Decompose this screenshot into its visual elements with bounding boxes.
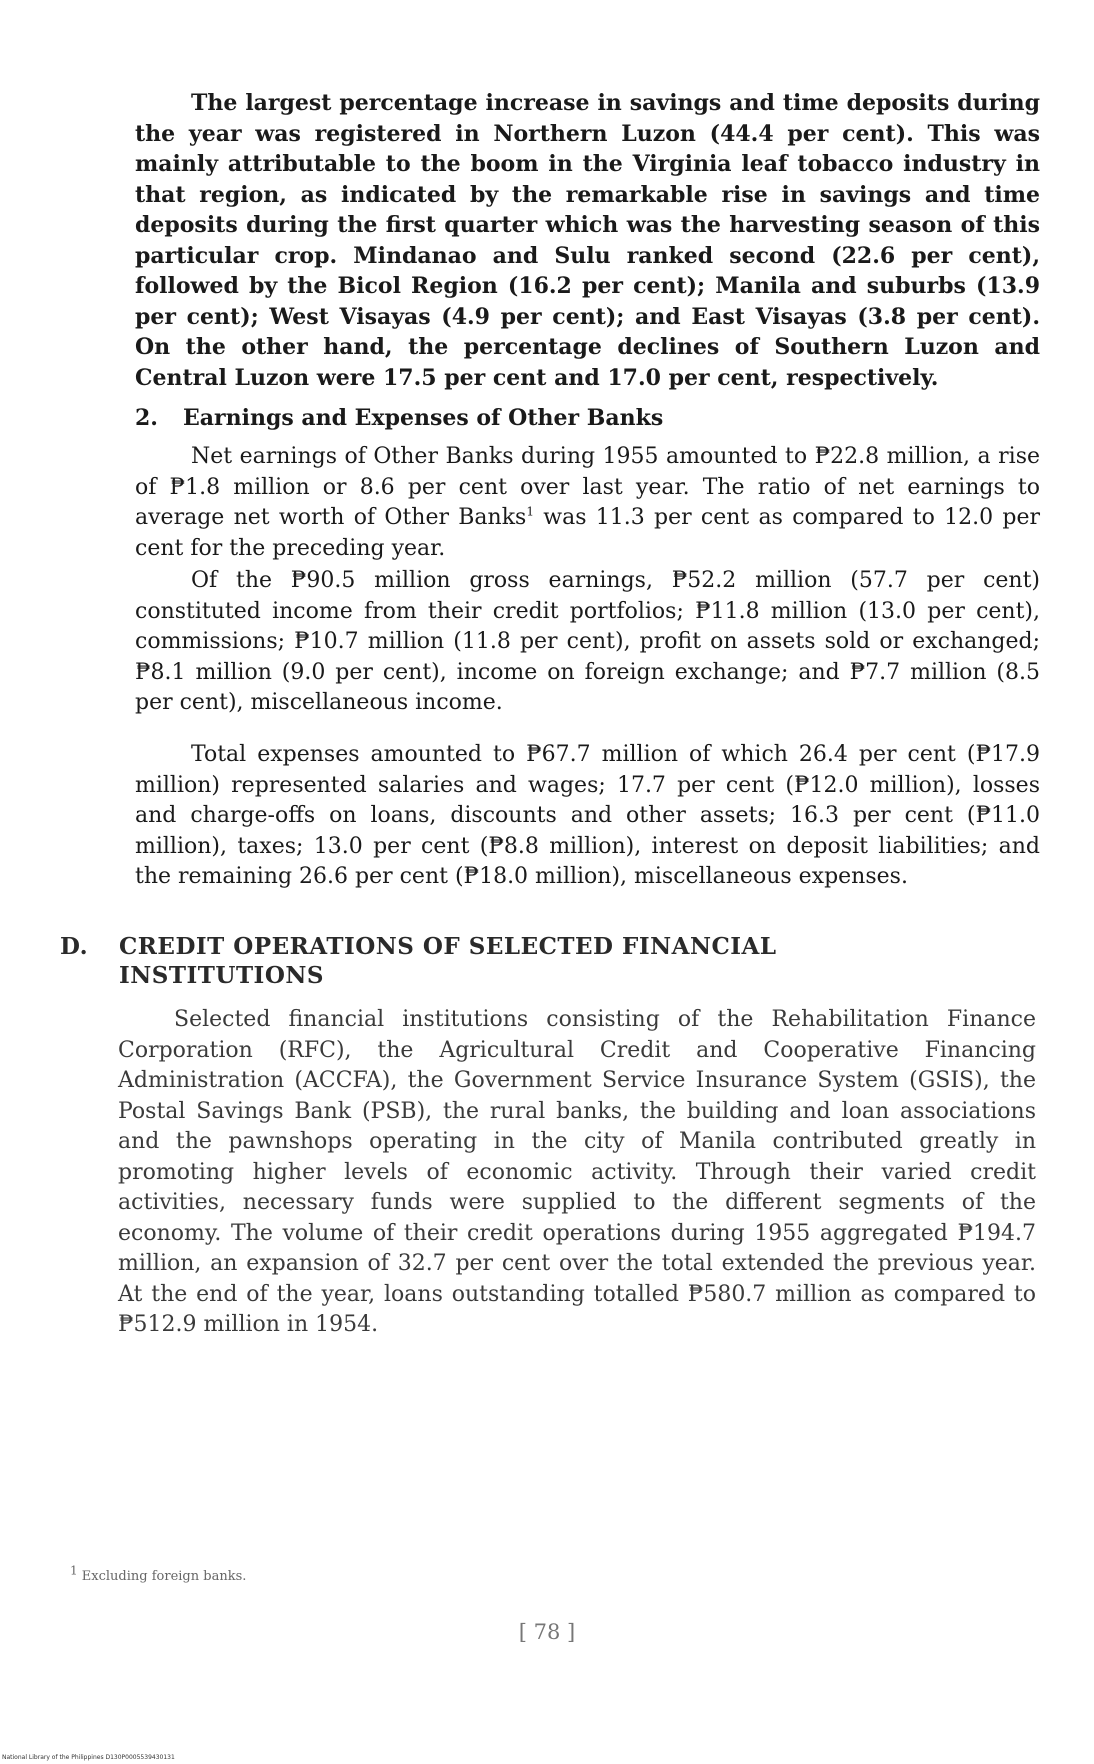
page-number: [ 78 ] <box>518 1620 576 1644</box>
section-title: Earnings and Expenses of Other Banks <box>183 405 664 431</box>
footnote-number: 1 <box>70 1563 78 1578</box>
paragraph-gross-earnings: Of the ₱90.5 million gross earnings, ₱52.2 million (57.7 per cent) constituted income from their credit portfolios; ₱11.8 million (13.0 per cent), commissions; ₱10.7 million (11.8 per cent), profit on assets sold or exchanged; ₱8.1 million (9.0 per cent), income on foreign exchange; and ₱7.7 million (8.5 per cent), miscellaneous income. <box>135 568 1040 715</box>
paragraph-net-earnings <box>135 442 1040 564</box>
footnote-text: Excluding foreign banks. <box>81 1569 247 1584</box>
section-heading-earnings-expenses <box>135 403 1040 433</box>
paragraph-credit-operations: Selected financial institutions consisting of the Rehabilitation Finance Corporation (RFC), the Agricultural Credit and Cooperative Financing Administration (ACCFA), the Government Service Insurance System (GSIS), the Postal Savings Bank (PSB), the rural banks, the building and loan associations and the pawnshops operating in the city of Manila contributed greatly in promoting higher levels of economic activity. Through their varied credit activities, necessary funds were supplied to the different segments of the economy. The volume of their credit operations during 1955 aggregated ₱194.7 million, an expansion of 32.7 per cent over the total extended the previous year. At the end of the year, loans outstanding totalled ₱580.7 million as compared to ₱512.9 million in 1954. <box>118 1007 1036 1337</box>
library-watermark: National Library of the Philippines D130P0005539430131 <box>2 1754 175 1761</box>
paragraph-savings-deposits: The largest percentage increase in savings and time deposits during the year was registered in Northern Luzon (44.4 per cent). This was mainly attributable to the boom in the Virginia leaf tobacco industry in that region, as indicated by the remarkable rise in savings and time deposits during the first quarter which was the harvesting season of this particular crop. Mindanao and Sulu ranked second (22.6 per cent), followed by the Bicol Region (16.2 per cent); Manila and suburbs (13.9 per cent); West Visayas (4.9 per cent); and East Visayas (3.8 per cent). On the other hand, the percentage declines of Southern Luzon and Central Luzon were 17.5 per cent and 17.0 per cent, respectively. <box>135 90 1040 391</box>
footnote <box>70 1563 247 1584</box>
section-letter: D. <box>60 933 89 960</box>
net-earnings-text-tail: was 11.3 per cent as compared to 12.0 per cent for the preceding year. <box>135 505 1040 561</box>
section-title: CREDIT OPERATIONS OF SELECTED FINANCIAL INSTITUTIONS <box>119 933 777 989</box>
paragraph-total-expenses: Total expenses amounted to ₱67.7 million of which 26.4 per cent (₱17.9 million) represented salaries and wages; 17.7 per cent (₱12.0 million), losses and charge-offs on loans, discounts and other assets; 16.3 per cent (₱11.0 million), taxes; 13.0 per cent (₱8.8 million), interest on deposit liabilities; and the remaining 26.6 per cent (₱18.0 million), miscellaneous expenses. <box>135 742 1040 889</box>
net-earnings-text: Net earnings of Other Banks during 1955 amounted to ₱22.8 million, a rise of ₱1.8 million or 8.6 per cent over last year. The ratio of net earnings to average net worth of Other Banks <box>135 444 1040 530</box>
section-number: 2. <box>135 405 158 431</box>
footnote-marker: 1 <box>526 504 534 519</box>
